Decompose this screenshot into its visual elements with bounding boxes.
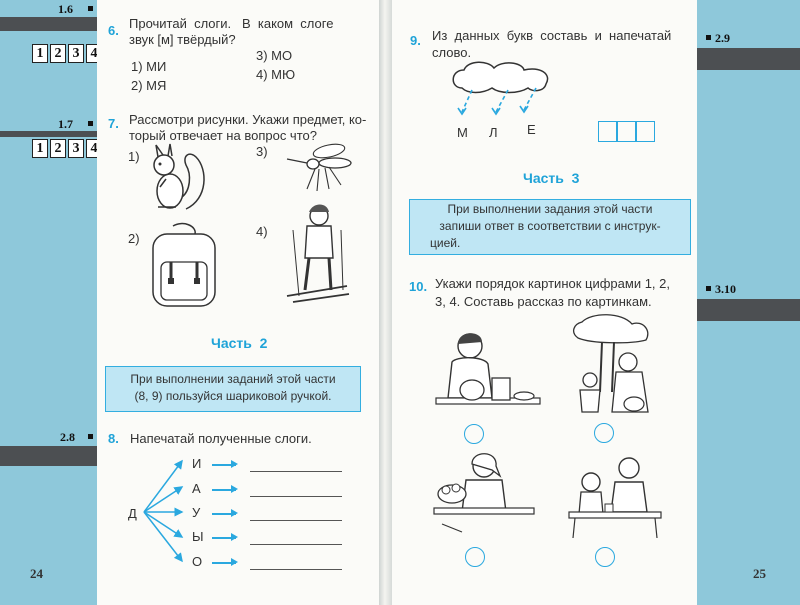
question-6-number: 6. (108, 23, 119, 38)
part-3-title: Часть 3 (523, 170, 580, 186)
q7-option-4: 4) (256, 224, 268, 239)
part-2-instruction-line-2: (8, 9) пользуйся шариковой ручкой. (134, 389, 332, 403)
margin-label-2-8: 2.8 (60, 430, 75, 444)
cloud-with-arrows (448, 60, 558, 120)
digit-box: 3 (68, 44, 84, 63)
margin-label-1-7: 1.7 (58, 117, 73, 131)
answer-line[interactable] (250, 496, 342, 497)
question-10-text: Укажи порядок картинок цифрами 1, 2, (435, 276, 670, 291)
story-picture-3 (432, 448, 542, 536)
syllable-fan-arrows (140, 455, 190, 567)
story-picture-4 (565, 452, 665, 540)
band-marker (88, 6, 93, 11)
band-marker (88, 121, 93, 126)
question-9-number: 9. (410, 33, 421, 48)
order-circle-2[interactable] (594, 423, 614, 443)
answer-line[interactable] (250, 544, 342, 545)
answer-digits-1-7 (32, 139, 102, 158)
q7-option-2: 2) (128, 231, 140, 246)
question-9-text: Из данных букв составь и напечатай (432, 28, 672, 43)
part-3-instruction-line-1: При выполнении задания этой части (447, 202, 653, 216)
q7-option-3: 3) (256, 144, 268, 159)
part-3-instruction-line-2: запиши ответ в соответствии с инструк- (439, 219, 661, 233)
question-9-text-2: слово. (432, 45, 472, 60)
q6-option-1: 1) МИ (131, 59, 167, 74)
vowel-5: О (192, 554, 203, 569)
question-10-text-2: 3, 4. Составь рассказ по картинкам. (435, 294, 652, 309)
digit-box: 1 (32, 44, 48, 63)
question-7-text-2: торый отвечает на вопрос что? (129, 128, 317, 143)
vowel-2: А (192, 481, 201, 496)
q7-option-1: 1) (128, 149, 140, 164)
vowel-4: Ы (192, 529, 204, 544)
letter-2: Л (489, 125, 498, 140)
question-6-text: Прочитай слоги. В каком слоге (129, 16, 334, 31)
vowel-arrow (212, 464, 236, 466)
squirrel-picture (146, 139, 208, 219)
page-number-left: 24 (30, 566, 43, 581)
story-picture-2 (562, 312, 662, 416)
margin-band-2-9 (697, 48, 800, 70)
margin-band-1-7 (0, 131, 97, 137)
page-number-right: 25 (753, 566, 766, 581)
question-8-text: Напечатай полученные слоги. (130, 431, 312, 446)
question-8-number: 8. (108, 431, 119, 446)
order-circle-1[interactable] (464, 424, 484, 444)
order-circle-4[interactable] (595, 547, 615, 567)
answer-letter-box[interactable] (598, 121, 617, 142)
answer-letter-box[interactable] (617, 121, 636, 142)
letter-1: М (457, 125, 468, 140)
mosquito-picture (285, 139, 360, 194)
q6-option-4: 4) МЮ (256, 67, 296, 82)
part-2-title: Часть 2 (211, 335, 268, 351)
part-2-instruction-line-1: При выполнении заданий этой части (130, 372, 336, 386)
answer-line[interactable] (250, 471, 342, 472)
question-10-number: 10. (409, 279, 428, 294)
digit-box: 1 (32, 139, 48, 158)
question-7-text: Рассмотри рисунки. Укажи предмет, ко- (129, 112, 367, 127)
answer-digits-1-6 (32, 44, 102, 63)
question-6-text-2: звук [м] твёрдый? (129, 32, 236, 47)
question-7-number: 7. (108, 116, 119, 131)
margin-band-2-8 (0, 446, 97, 466)
digit-box: 3 (68, 139, 84, 158)
digit-box: 2 (50, 139, 66, 158)
answer-letter-box[interactable] (636, 121, 655, 142)
vowel-3: У (192, 505, 201, 520)
margin-band-1-6 (0, 17, 97, 31)
q6-option-3: 3) МО (256, 48, 293, 63)
vowel-arrow (212, 489, 236, 491)
part-3-instruction-line-3: цией. (430, 236, 461, 250)
margin-label-2-9: 2.9 (715, 31, 730, 45)
story-picture-1 (432, 328, 542, 416)
digit-box: 2 (50, 44, 66, 63)
band-marker (88, 434, 93, 439)
answer-line[interactable] (250, 520, 342, 521)
order-circle-3[interactable] (465, 547, 485, 567)
margin-band-3-10 (697, 299, 800, 321)
letter-3: Е (527, 122, 536, 137)
vowel-arrow (212, 562, 236, 564)
band-marker (706, 35, 711, 40)
digit-box: 4 (86, 44, 102, 63)
backpack-picture (143, 222, 225, 310)
margin-label-1-6: 1.6 (58, 2, 73, 16)
book-gutter (379, 0, 392, 605)
vowel-1: И (192, 456, 202, 471)
part-2-instruction-box (105, 366, 361, 412)
q6-option-2: 2) МЯ (131, 78, 167, 93)
digit-box: 4 (86, 139, 102, 158)
skier-picture (285, 200, 351, 306)
syllable-consonant: Д (128, 506, 137, 521)
vowel-arrow (212, 513, 236, 515)
answer-line[interactable] (250, 569, 342, 570)
band-marker (706, 286, 711, 291)
margin-label-3-10: 3.10 (715, 282, 736, 296)
part-3-instruction-box (409, 199, 691, 255)
vowel-arrow (212, 537, 236, 539)
left-margin (0, 0, 97, 605)
